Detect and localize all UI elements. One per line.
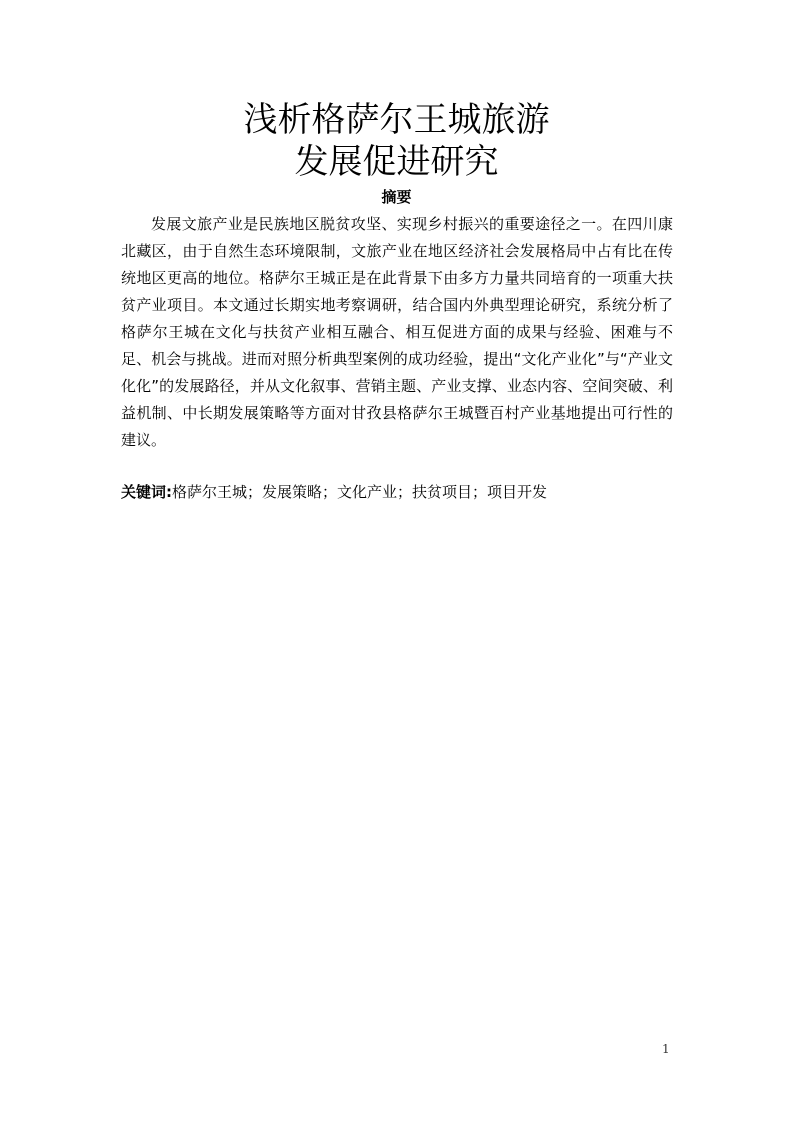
page-number: 1 [662,1042,670,1056]
paper-title-line-2: 发展促进研究 [294,142,499,182]
keywords-text: 格萨尔王城；发展策略；文化产业；扶贫项目；项目开发 [172,483,548,501]
keywords [121,480,673,504]
keywords-label: 关键词: [121,483,172,501]
abstract-heading: 摘要 [381,188,412,206]
paper-title-line-1: 浅析格萨尔王城旅游 [243,100,550,140]
abstract-body: 发展文旅产业是民族地区脱贫攻坚、实现乡村振兴的重要途径之一。在四川康北藏区，由于自然生态环境限制，文旅产业在地区经济社会发展格局中占有比在传统地区更高的地位。格萨尔王城正是在此背景下由多方力量共同培育的一项重大扶贫产业项目。本文通过长期实地考察调研，结合国内外典型理论研究，系统分析了格萨尔王城在文化与扶贫产业相互融合、相互促进方面的成果与经验、困难与不足、机会与挑战。进而对照分析典型案例的成功经验，提出“文化产业化”与“产业文化化”的发展路径，并从文化叙事、营销主题、产业支撑、业态内容、空间突破、利益机制、中长期发展策略等方面对甘孜县格萨尔王城暨百村产业基地提出可行性的建议。 [121,215,673,449]
